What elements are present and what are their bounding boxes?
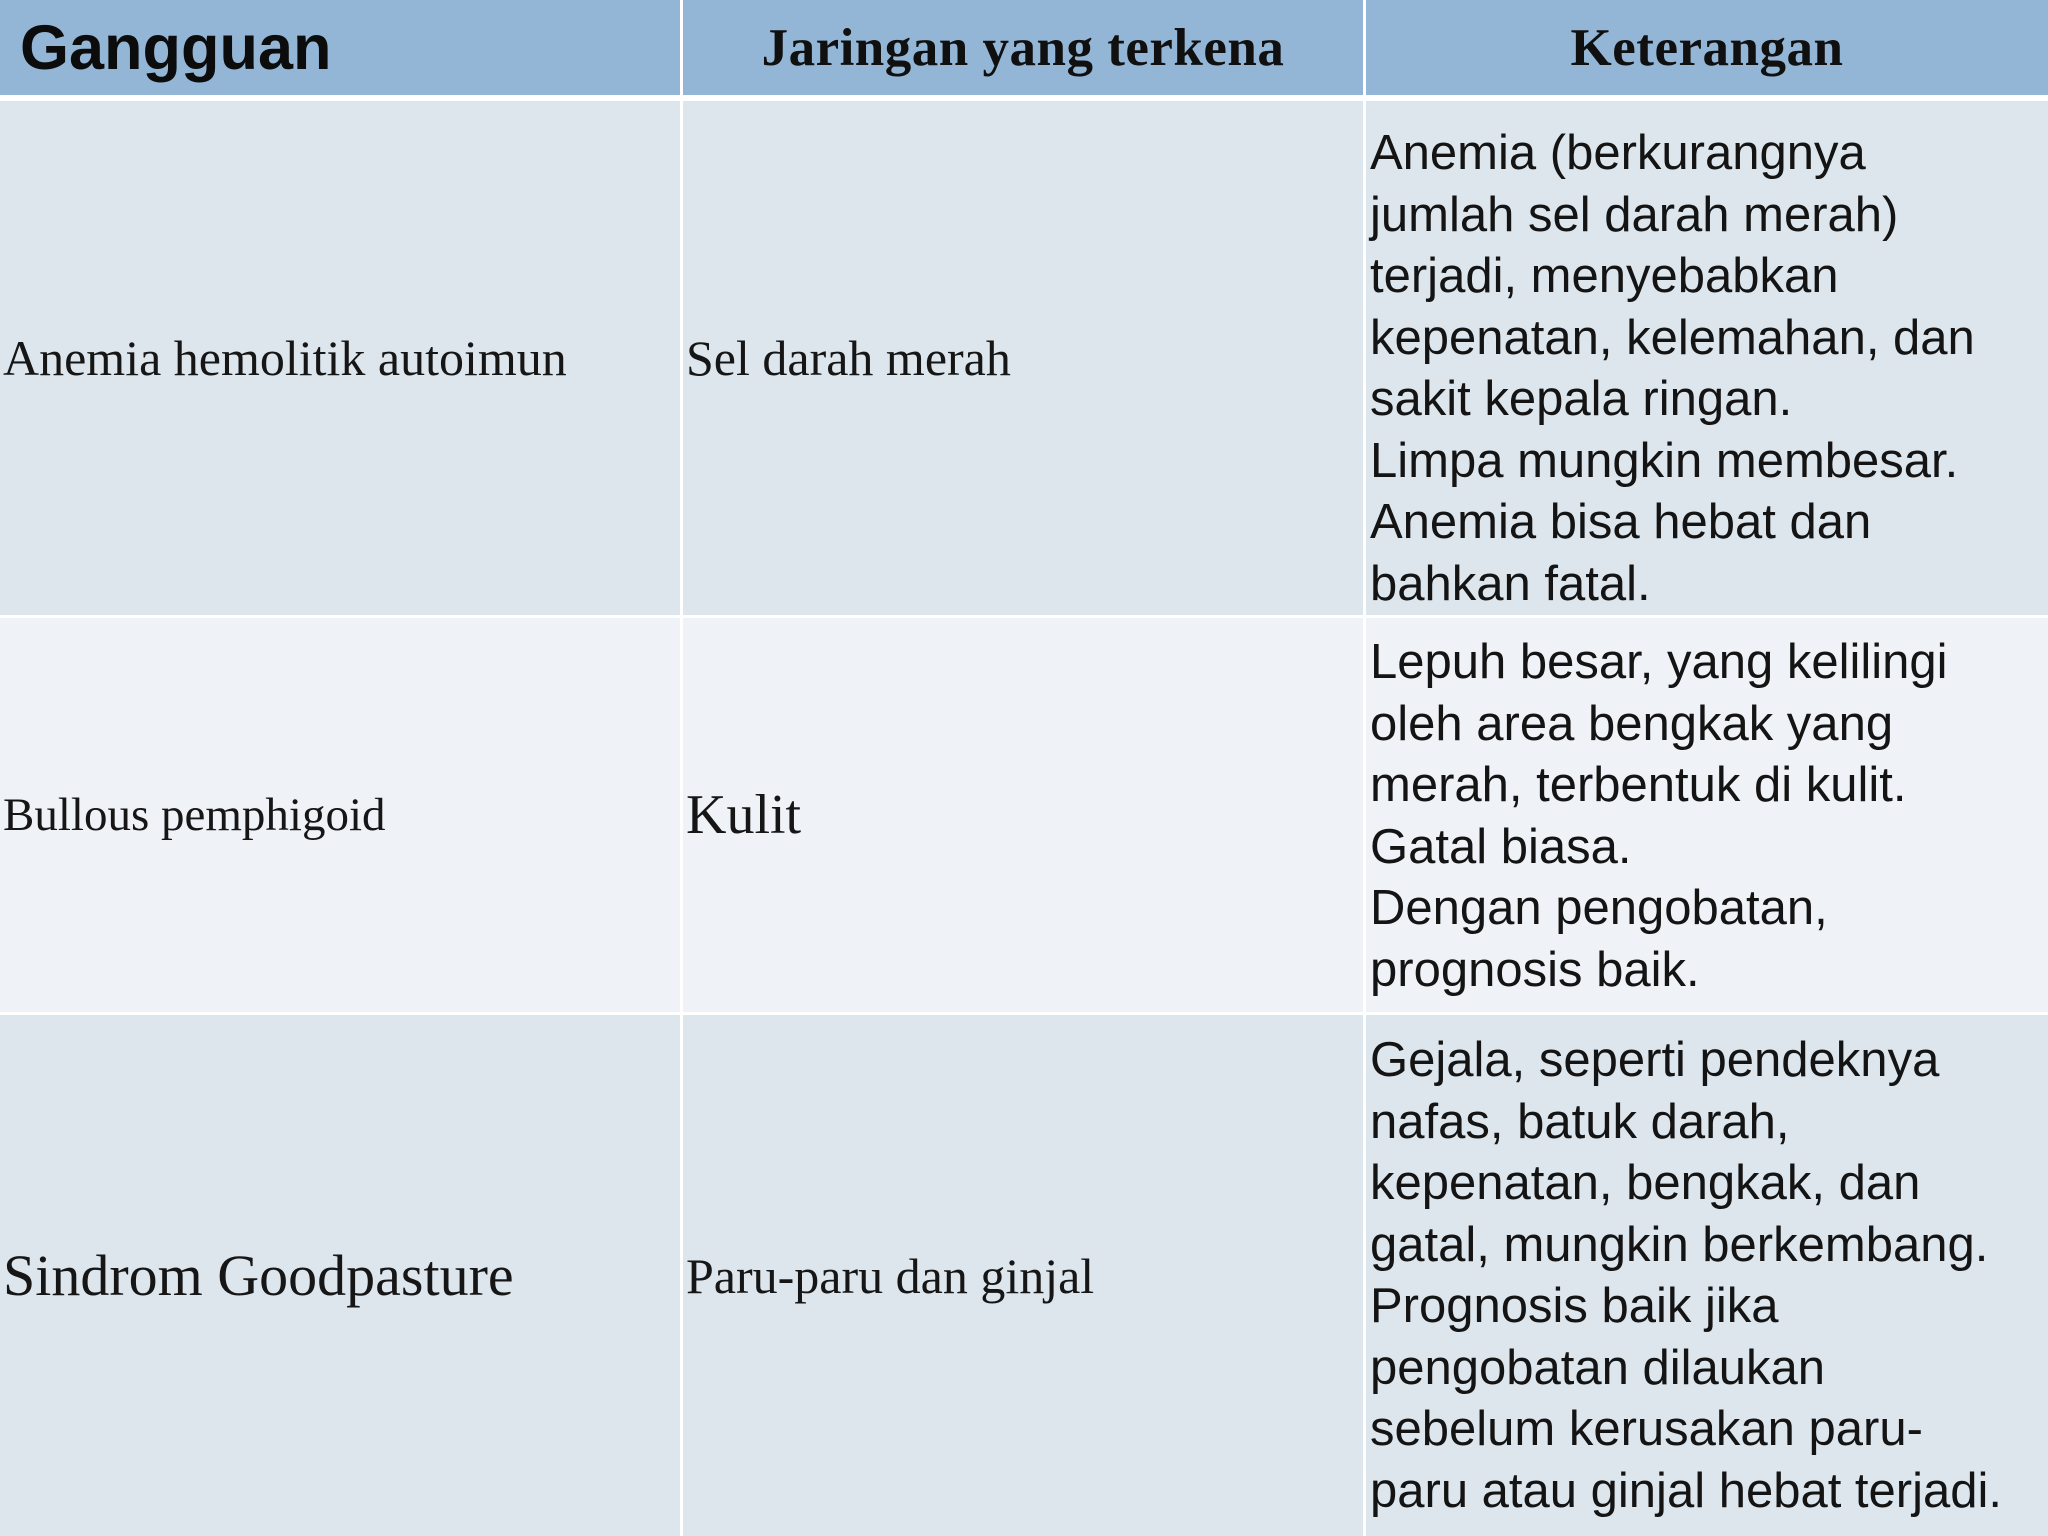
row-2-description: Lepuh besar, yang kelilingi oleh area bengkak yang merah, terbentuk di kulit. Gatal biasa. Dengan pengobatan, prognosis baik. [1366, 618, 2048, 1015]
row-2-tissue: Kulit [683, 618, 1366, 1015]
row-1-description: Anemia (berkurangnya jumlah sel darah merah) terjadi, menyebabkan kepenatan, kelemahan, dan sakit kepala ringan. Limpa mungkin membesar. Anemia bisa hebat dan bahkan fatal. [1366, 101, 2048, 618]
row-3-description: Gejala, seperti pendeknya nafas, batuk darah, kepenatan, bengkak, dan gatal, mungkin berkembang. Prognosis baik jika pengobatan dilaukan sebelum kerusakan paru- paru atau ginjal hebat terjadi. [1366, 1015, 2048, 1536]
row-1-disorder: Anemia hemolitik autoimun [0, 101, 683, 618]
row-3-tissue: Paru-paru dan ginjal [683, 1015, 1366, 1536]
row-3-disorder: Sindrom Goodpasture [0, 1015, 683, 1536]
header-keterangan: Keterangan [1366, 0, 2048, 101]
header-gangguan: Gangguan [0, 0, 683, 101]
header-jaringan: Jaringan yang terkena [683, 0, 1366, 101]
row-1-tissue: Sel darah merah [683, 101, 1366, 618]
row-2-disorder: Bullous pemphigoid [0, 618, 683, 1015]
